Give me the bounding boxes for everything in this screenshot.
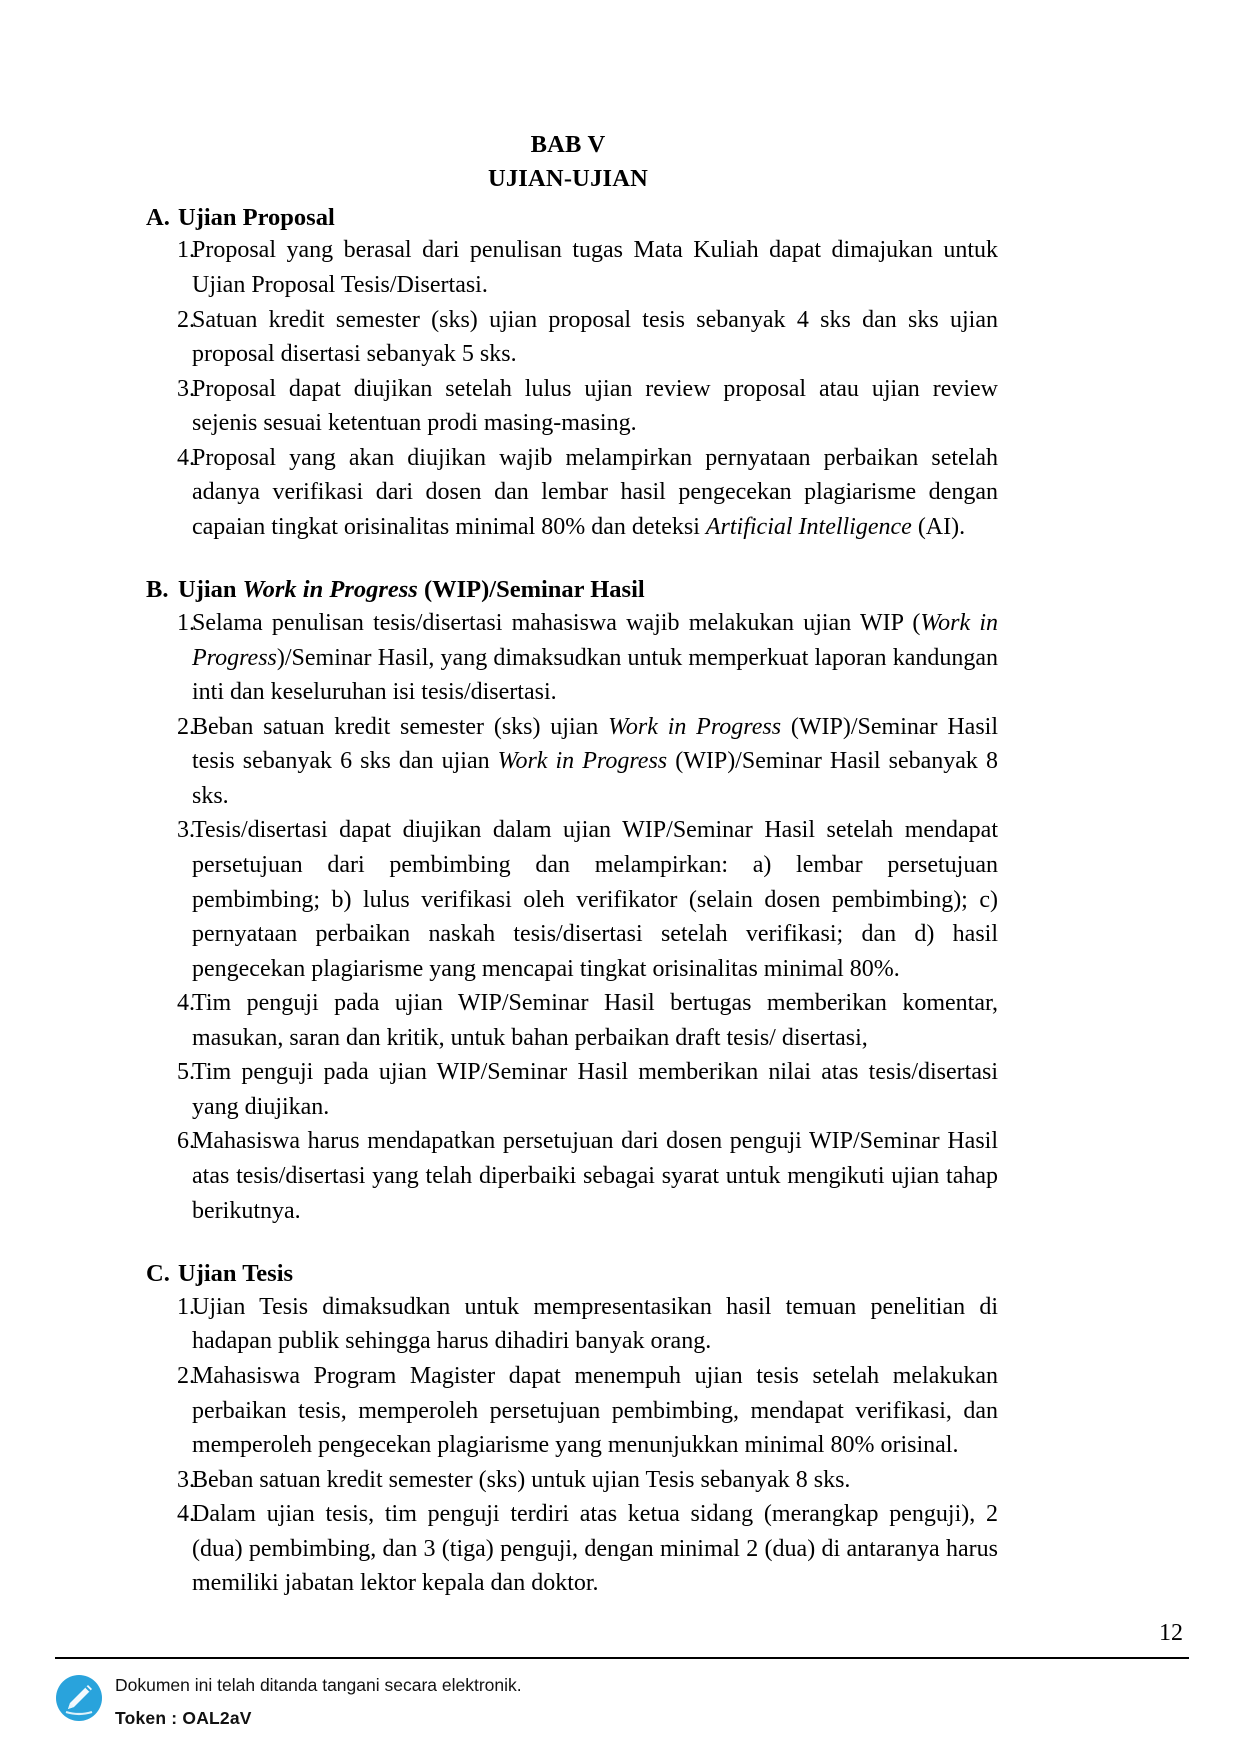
- section-c-letter: C.: [146, 1260, 170, 1288]
- section-b-letter: B.: [146, 576, 169, 604]
- list-item-number: 1.: [177, 610, 195, 637]
- section-b: [138, 574, 998, 1228]
- text-run: (WIP)/Seminar Hasil sebanyak 8 sks.: [192, 748, 998, 809]
- section-b-title: [178, 574, 998, 606]
- italic-term: Artificial Intelligence: [705, 513, 912, 540]
- list-item: [138, 710, 998, 814]
- text-run: (AI).: [911, 513, 966, 540]
- text-run: Ujian: [178, 576, 243, 604]
- list-item: [138, 1124, 998, 1228]
- list-item-number: 2.: [177, 306, 195, 333]
- list-item: [138, 233, 998, 302]
- list-item-number: 1.: [177, 1293, 195, 1320]
- list-item-text: Dalam ujian tesis, tim penguji terdiri atas ketua sidang (merangkap penguji), 2 (dua) pembimbing, dan 3 (tiga) penguji, dengan minimal 2 (dua) di antaranya harus memiliki jabatan lektor kepala dan doktor.: [192, 1501, 998, 1597]
- list-item-text: Ujian Tesis dimaksudkan untuk mempresentasikan hasil temuan penelitian di hadapan publik sehingga harus dihadiri banyak orang.: [192, 1293, 998, 1355]
- signature-note: Dokumen ini telah ditanda tangani secara elektronik.: [115, 1675, 522, 1695]
- electronic-signature-block: [55, 1672, 522, 1732]
- section-a-title: Ujian Proposal: [178, 203, 335, 231]
- list-item: [138, 813, 998, 986]
- list-item-text: Mahasiswa harus mendapatkan persetujuan dari dosen penguji WIP/Seminar Hasil atas tesis/disertasi yang telah diperbaiki sebagai syarat untuk mengikuti ujian tahap berikutnya.: [192, 1128, 998, 1224]
- text-run: Selama penulisan tesis/disertasi mahasiswa wajib melakukan ujian WIP (: [192, 610, 921, 637]
- text-run: (WIP)/Seminar Hasil tesis sebanyak 6 sks dan ujian: [192, 713, 998, 775]
- section-c-heading: [138, 1258, 998, 1290]
- list-item-number: 6.: [177, 1128, 195, 1155]
- list-item: [138, 303, 998, 372]
- section-c: [138, 1258, 998, 1601]
- section-b-list: [138, 606, 998, 1228]
- section-a-list: [138, 233, 998, 544]
- text-run: Proposal yang akan diujikan wajib melampirkan pernyataan perbaikan setelah adanya verifikasi dari dosen dan lembar hasil pengecekan plagiarisme dengan capaian tingkat orisinalitas minimal 80% dan deteksi: [192, 444, 998, 540]
- italic-term: Work in Progress: [192, 610, 998, 671]
- list-item-number: 2.: [177, 713, 195, 740]
- list-item-number: 3.: [177, 1466, 195, 1493]
- list-item-number: 4.: [177, 444, 195, 471]
- list-item-number: 3.: [177, 375, 195, 402]
- list-item-text: Beban satuan kredit semester (sks) untuk ujian Tesis sebanyak 8 sks.: [192, 1466, 851, 1493]
- text-run: Beban satuan kredit semester (sks) ujian: [192, 713, 609, 740]
- list-item-number: 1.: [177, 237, 195, 264]
- signature-token: Token : OAL2aV: [115, 1708, 252, 1729]
- chapter-label: BAB V: [530, 131, 606, 158]
- list-item-text: Tesis/disertasi dapat diujikan dalam ujian WIP/Seminar Hasil setelah mendapat persetujuan dari pembimbing dan melampirkan: a) lembar persetujuan pembimbing; b) lulus verifikasi oleh verifikator (selain dosen pembimbing); c) pernyataan perbaikan naskah tesis/disertasi setelah verifikasi; dan d) hasil pengecekan plagiarisme yang mencapai tingkat orisinalitas minimal 80%.: [192, 817, 998, 982]
- list-item-text: Tim penguji pada ujian WIP/Seminar Hasil bertugas memberikan komentar, masukan, saran dan kritik, untuk bahan perbaikan draft tesis/ disertasi,: [192, 990, 998, 1051]
- text-run: )/Seminar Hasil, yang dimaksudkan untuk memperkuat laporan kandungan inti dan keseluruhan isi tesis/disertasi.: [192, 644, 998, 706]
- list-item: [138, 606, 998, 710]
- list-item: [138, 372, 998, 441]
- chapter-title: UJIAN-UJIAN: [487, 164, 649, 192]
- signature-text: [115, 1672, 522, 1732]
- list-item-text: [192, 606, 998, 710]
- italic-term: Work in Progress: [497, 748, 668, 775]
- footer-divider: [55, 1657, 1189, 1659]
- chapter-heading: [138, 128, 998, 196]
- list-item-text: Satuan kredit semester (sks) ujian proposal tesis sebanyak 4 sks dan sks ujian proposal disertasi sebanyak 5 sks.: [192, 306, 998, 368]
- section-a-heading: [138, 202, 998, 234]
- list-item-number: 2.: [177, 1362, 195, 1389]
- section-b-heading: [138, 574, 998, 606]
- list-item: [138, 1359, 998, 1463]
- list-item-text: Mahasiswa Program Magister dapat menempuh ujian tesis setelah melakukan perbaikan tesis, memperoleh persetujuan pembimbing, mendapat verifikasi, dan memperoleh pengecekan plagiarisme yang menunjukkan minimal 80% orisinal.: [192, 1362, 998, 1459]
- text-run: (WIP)/Seminar Hasil: [417, 576, 645, 604]
- section-a: [138, 202, 998, 545]
- section-a-letter: A.: [146, 203, 170, 231]
- section-c-list: [138, 1290, 998, 1601]
- list-item-number: 3.: [177, 817, 195, 844]
- list-item-text: [192, 710, 998, 814]
- document-body: [138, 128, 998, 1601]
- italic-term: Work in Progress: [608, 713, 782, 740]
- list-item-text: Tim penguji pada ujian WIP/Seminar Hasil memberikan nilai atas tesis/disertasi yang diujikan.: [192, 1059, 998, 1120]
- list-item-text: Proposal dapat diujikan setelah lulus ujian review proposal atau ujian review sejenis sesuai ketentuan prodi masing-masing.: [192, 375, 998, 437]
- list-item: [138, 986, 998, 1055]
- list-item: [138, 441, 998, 545]
- list-item: [138, 1290, 998, 1359]
- list-item-number: 4.: [177, 990, 195, 1017]
- section-c-title: Ujian Tesis: [178, 1260, 294, 1288]
- list-item-number: 4.: [177, 1501, 195, 1528]
- list-item-text: Proposal yang berasal dari penulisan tugas Mata Kuliah dapat dimajukan untuk Ujian Proposal Tesis/Disertasi.: [192, 237, 998, 298]
- list-item: [138, 1497, 998, 1601]
- list-item-text: [192, 441, 998, 545]
- list-item: [138, 1463, 998, 1498]
- list-item-number: 5.: [177, 1059, 195, 1086]
- italic-term: Work in Progress: [242, 576, 418, 604]
- list-item: [138, 1055, 998, 1124]
- page-number: 12: [1159, 1620, 1183, 1646]
- signature-pen-icon: [55, 1674, 103, 1722]
